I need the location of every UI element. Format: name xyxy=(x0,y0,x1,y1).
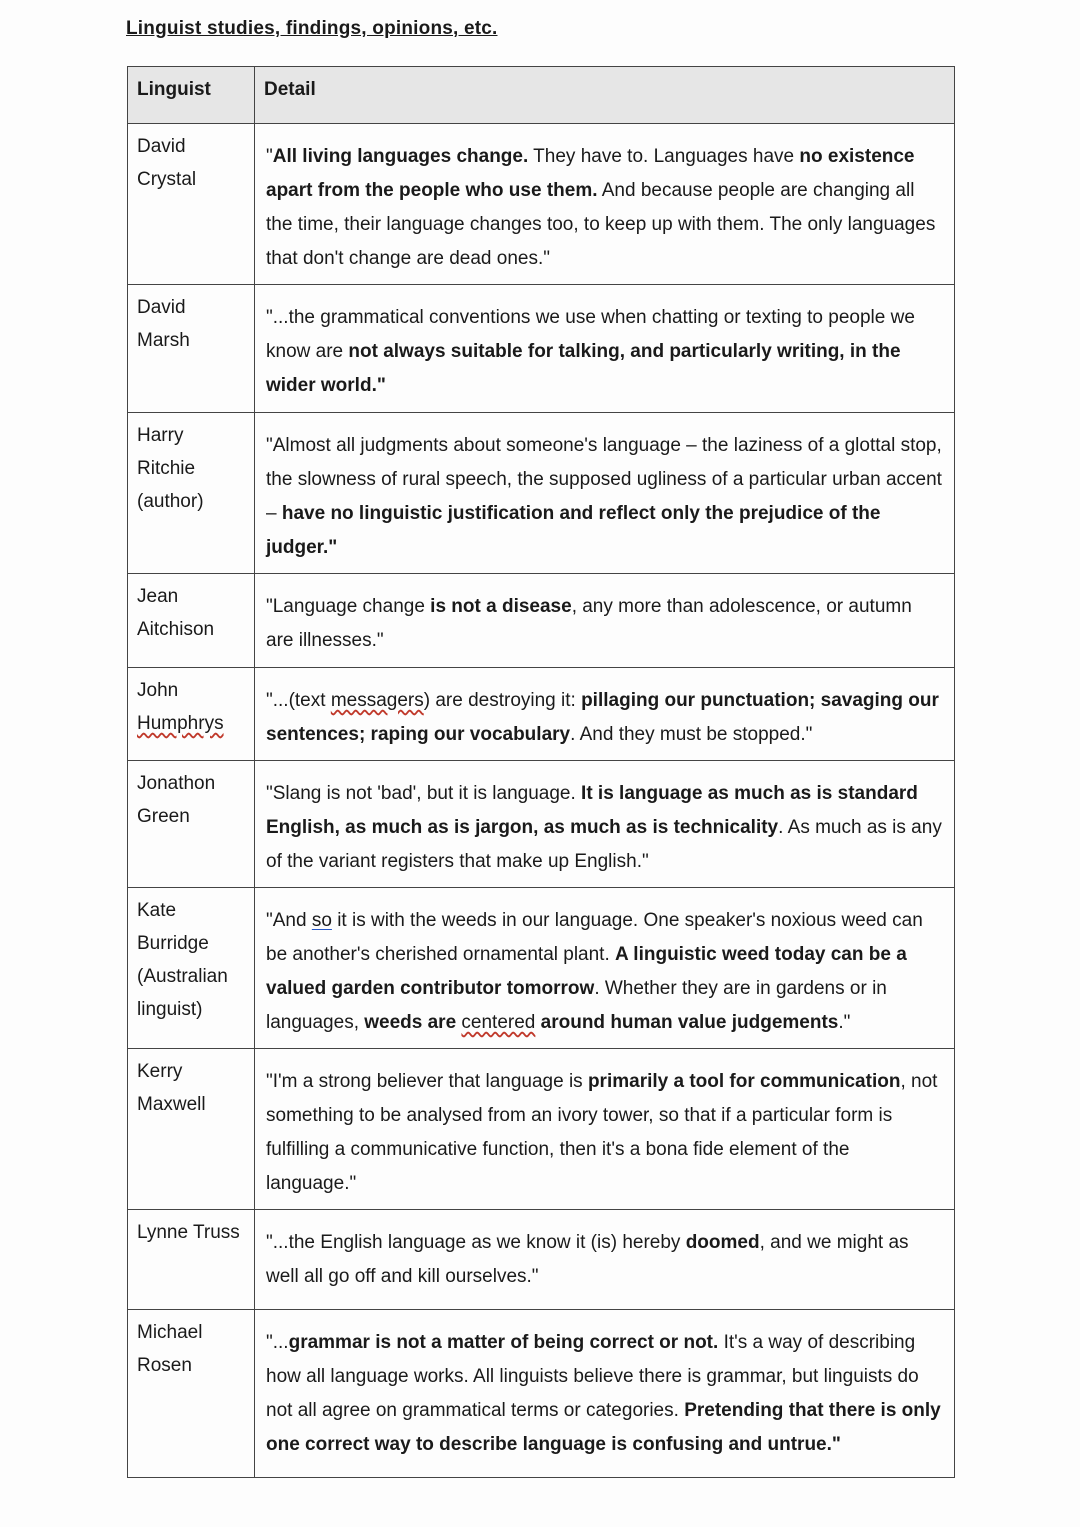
quote-segment: " xyxy=(266,146,273,167)
quote-segment: , any more than adolescence, or autumn are illnesses." xyxy=(266,596,912,651)
quote-segment: A linguistic weed today can be a valued garden contributor tomorrow xyxy=(266,944,907,999)
linguist-name-line: Harry xyxy=(137,425,184,446)
linguist-name-line: (author) xyxy=(137,491,204,512)
linguist-name xyxy=(128,574,255,668)
detail-column-header: Detail xyxy=(255,67,955,124)
linguist-name-line: Crystal xyxy=(137,169,197,190)
quote-detail xyxy=(255,1049,955,1210)
quote-segment: It is language as much as is standard English, as much as is jargon, as much as is technicality xyxy=(266,783,918,838)
quote-segment: All living languages change. xyxy=(272,146,529,167)
quote-segment: "... xyxy=(266,1332,289,1353)
quote-detail xyxy=(255,668,955,761)
quote-segment: "...the grammatical conventions we use when chatting or texting to people we know are xyxy=(266,307,915,362)
quote-segment: messagers xyxy=(330,690,424,711)
linguist-name-line: Jean xyxy=(137,586,179,607)
quote-segment: ) are destroying it: xyxy=(423,690,582,711)
quote-segment: "Slang is not 'bad', but it is language. xyxy=(266,783,582,804)
page-title: Linguist studies, findings, opinions, etc. xyxy=(126,18,498,39)
table-row xyxy=(128,888,955,1049)
linguist-name xyxy=(128,888,255,1049)
quote-segment: And because people are changing all the time, their language changes too, to keep up with them. The only languages that don't change are dead ones." xyxy=(266,180,936,269)
linguist-name xyxy=(128,124,255,285)
linguist-name-line: Jonathon xyxy=(137,773,216,794)
quote-detail xyxy=(255,1310,955,1478)
quote-detail xyxy=(255,574,955,668)
quote-segment: have no linguistic justification and reflect only the prejudice of the judger." xyxy=(266,503,881,558)
quote-detail xyxy=(255,413,955,574)
linguist-column-header: Linguist xyxy=(128,67,255,124)
linguist-name-line: Rosen xyxy=(137,1355,192,1376)
linguist-name xyxy=(128,1049,255,1210)
quote-segment: no existence apart from the people who use them. xyxy=(266,146,915,201)
linguist-name-line: Aitchison xyxy=(137,619,215,640)
quote-segment: "Almost all judgments about someone's language – the laziness of a glottal stop, the slowness of rural speech, the supposed ugliness of a particular urban accent – xyxy=(266,435,942,524)
table-row xyxy=(128,285,955,413)
quote-detail xyxy=(255,888,955,1049)
quote-segment: ." xyxy=(838,1012,851,1033)
linguist-name-line: Kate xyxy=(137,900,177,921)
table-row xyxy=(128,761,955,888)
quote-segment: "...(text xyxy=(266,690,331,711)
linguist-name xyxy=(128,668,255,761)
quote-segment: They have to. Languages have xyxy=(528,146,800,167)
quote-segment: It's a way of describing how all language works. All linguists believe there is grammar, but linguists do not all agree on grammatical terms or categories. xyxy=(266,1332,919,1421)
linguist-name-line: Michael xyxy=(137,1322,203,1343)
quote-segment: "And xyxy=(266,910,312,931)
quote-detail xyxy=(255,761,955,888)
quote-segment: primarily a tool for communication xyxy=(587,1071,901,1092)
linguist-name-line: Lynne Truss xyxy=(137,1222,240,1243)
table-row xyxy=(128,413,955,574)
quote-segment: weeds are xyxy=(364,1012,462,1033)
quote-segment: not always suitable for talking, and particularly writing, in the wider world." xyxy=(266,341,901,396)
linguist-name xyxy=(128,761,255,888)
quote-segment: grammar is not a matter of being correct or not. xyxy=(288,1332,719,1353)
quote-segment: , and we might as well all go off and kill ourselves." xyxy=(266,1232,909,1287)
linguist-name-line: Kerry xyxy=(137,1061,183,1082)
quote-segment: centered xyxy=(461,1012,536,1033)
quote-segment: so xyxy=(311,910,332,931)
linguist-name-line: Maxwell xyxy=(137,1094,206,1115)
quote-detail xyxy=(255,1210,955,1310)
linguist-name-line: linguist) xyxy=(137,999,203,1020)
quote-segment: , not something to be analysed from an ivory tower, so that if a particular form is fulfilling a communicative function, then it's a bona fide element of the language." xyxy=(266,1071,938,1194)
linguist-table xyxy=(127,66,955,1478)
quote-segment: . And they must be stopped." xyxy=(570,724,813,745)
linguist-name-line: Humphrys xyxy=(137,713,224,734)
linguist-name-line: David xyxy=(137,297,186,318)
quote-segment: "Language change xyxy=(266,596,431,617)
quote-segment: . Whether they are in gardens or in languages, xyxy=(266,978,887,1033)
table-row xyxy=(128,668,955,761)
quote-segment: . As much as is any of the variant registers that make up English." xyxy=(266,817,942,872)
linguist-name-line: Ritchie xyxy=(137,458,196,479)
linguist-name-line: John xyxy=(137,680,179,701)
linguist-name-line: Green xyxy=(137,806,190,827)
linguist-name-line: David xyxy=(137,136,186,157)
linguist-name-line: (Australian xyxy=(137,966,228,987)
linguist-name xyxy=(128,413,255,574)
table-row xyxy=(128,124,955,285)
table-row xyxy=(128,574,955,668)
table-row xyxy=(128,1210,955,1310)
quote-segment: doomed xyxy=(685,1232,760,1253)
linguist-name xyxy=(128,1210,255,1310)
linguist-name xyxy=(128,285,255,413)
table-row xyxy=(128,1049,955,1210)
quote-segment: "...the English language as we know it (is) hereby xyxy=(266,1232,686,1253)
table-row xyxy=(128,1310,955,1478)
quote-detail xyxy=(255,124,955,285)
quote-segment: it is with the weeds in our language. One speaker's noxious weed can be another's cherished ornamental plant. xyxy=(266,910,923,965)
table-header-row xyxy=(128,67,955,124)
quote-segment: "I'm a strong believer that language is xyxy=(266,1071,588,1092)
quote-segment: is not a disease xyxy=(430,596,572,617)
quote-segment: around human value judgements xyxy=(535,1012,839,1033)
quote-detail xyxy=(255,285,955,413)
table-body xyxy=(128,124,955,1478)
quote-segment: pillaging our punctuation; savaging our sentences; raping our vocabulary xyxy=(266,690,939,745)
linguist-name-line: Burridge xyxy=(137,933,209,954)
linguist-name-line: Marsh xyxy=(137,330,190,351)
linguist-name xyxy=(128,1310,255,1478)
quote-segment: Pretending that there is only one correct way to describe language is confusing and untrue." xyxy=(266,1400,941,1455)
